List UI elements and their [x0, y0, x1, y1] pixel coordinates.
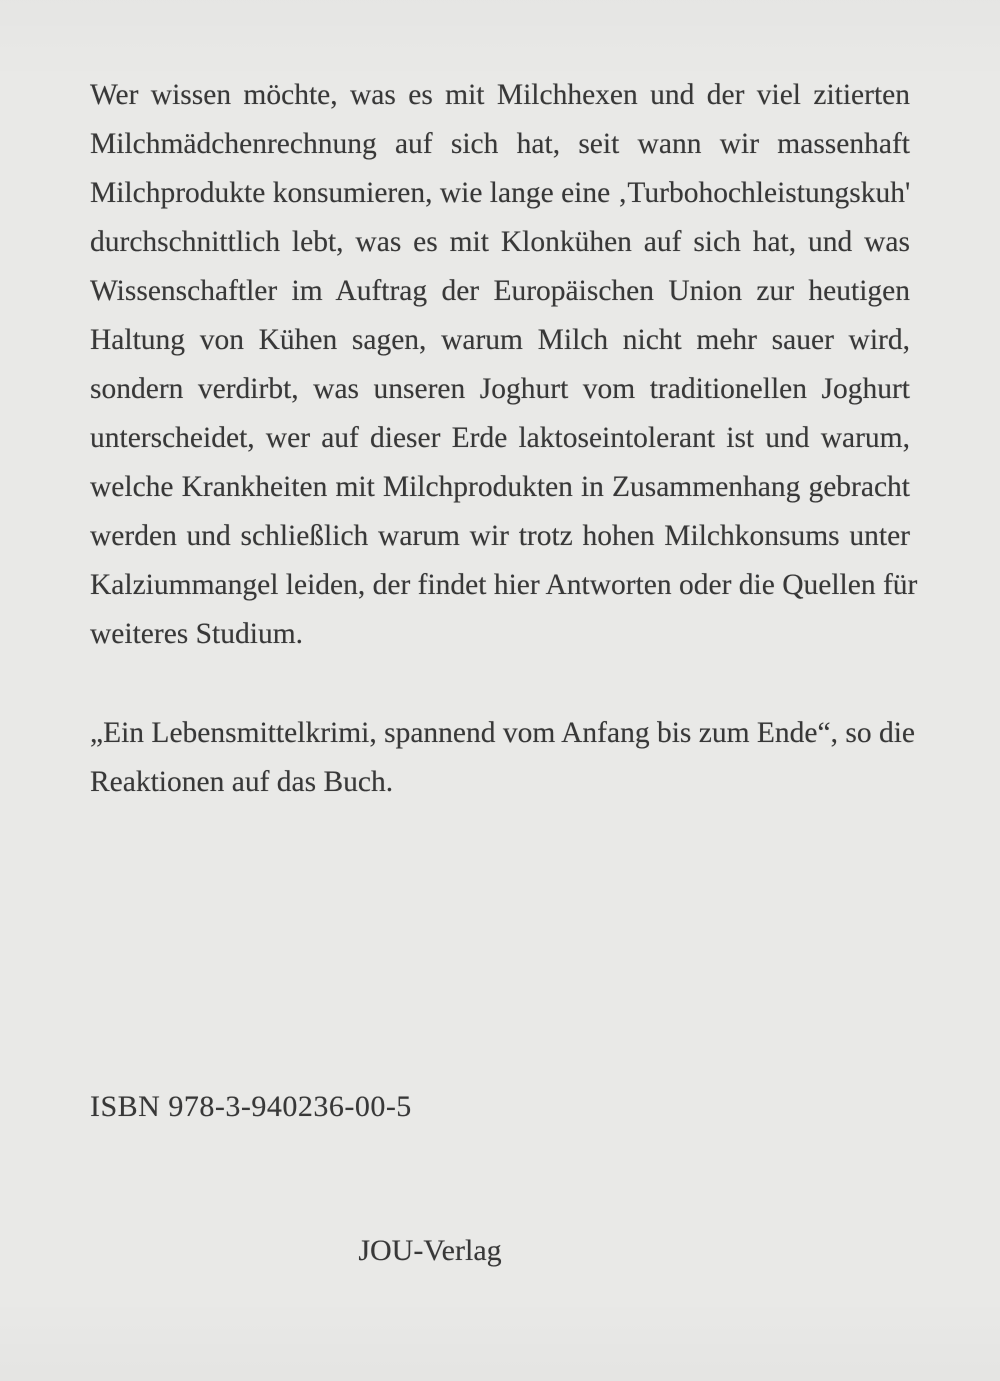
quote-line: „Ein Lebensmittelkrimi, spannend vom Anfang bis zum Ende“, so die [90, 717, 916, 749]
blurb-paragraph [90, 71, 918, 659]
blurb-line: unterscheidet, wer auf dieser Erde laktoseintolerant ist und warum, [90, 422, 910, 454]
blurb-line: Wissenschaftler im Auftrag der Europäischen Union zur heutigen [90, 275, 910, 307]
quote-line: Reaktionen auf das Buch. [90, 766, 394, 798]
blurb-line: Haltung von Kühen sagen, warum Milch nicht mehr sauer wird, [90, 324, 910, 356]
blurb-line: weiteres Studium. [90, 618, 304, 650]
publisher-name: JOU-Verlag [358, 1234, 502, 1267]
blurb-line: werden und schließlich warum wir trotz hohen Milchkonsums unter [90, 520, 910, 552]
blurb-line: Wer wissen möchte, was es mit Milchhexen und der viel zitierten [90, 79, 910, 111]
blurb-line: durchschnittlich lebt, was es mit Klonkühen auf sich hat, und was [90, 226, 910, 258]
blurb-line: Kalziummangel leiden, der findet hier Antworten oder die Quellen für [90, 569, 918, 601]
isbn-number: ISBN 978-3-940236-00-5 [90, 1090, 412, 1123]
review-quote-paragraph [90, 709, 916, 807]
blurb-line: sondern verdirbt, was unseren Joghurt vom traditionellen Joghurt [90, 373, 910, 405]
blurb-line: Milchprodukte konsumieren, wie lange eine ‚Turbohochleistungskuh' [90, 177, 911, 209]
blurb-line: welche Krankheiten mit Milchprodukten in Zusammenhang gebracht [90, 471, 910, 503]
blurb-line: Milchmädchenrechnung auf sich hat, seit wann wir massenhaft [90, 128, 910, 160]
